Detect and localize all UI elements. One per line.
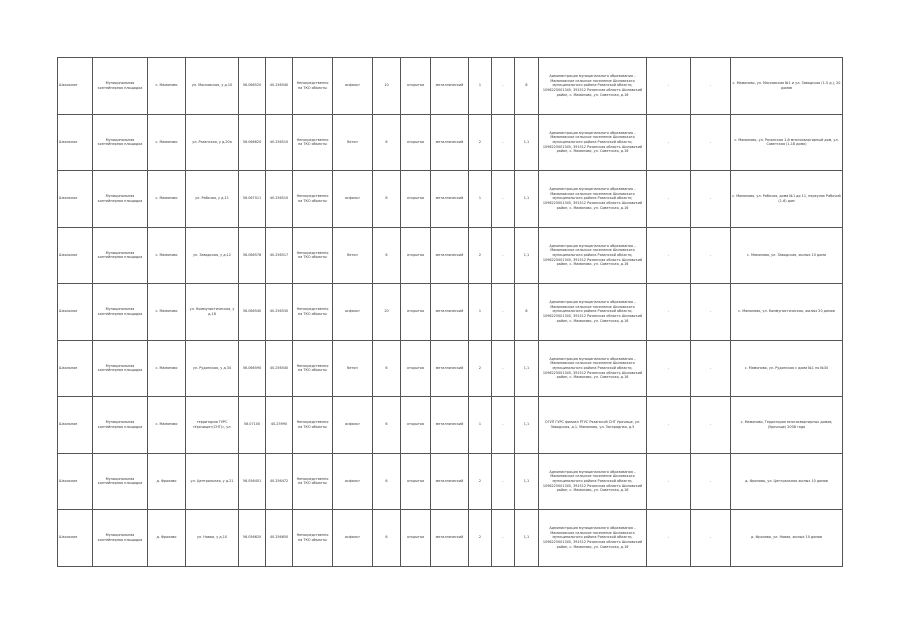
cell-served-objects: д. Фролово, ул. Новая, жилых 10 домов [731, 510, 843, 567]
cell-container-material: металлический [431, 510, 469, 567]
cell-district: Школьное [58, 227, 93, 284]
cell-address: ул. Рудинская, у д.34 [186, 340, 239, 397]
cell-site-type: Муниципальная контейнерная площадка [93, 510, 148, 567]
cell-planned-volume: - [691, 58, 731, 115]
cell-container-material: металлический [431, 58, 469, 115]
cell-served-objects: с. Мамоново, ул. Рудинская с дома №1 по №30 [731, 340, 843, 397]
cell-site-kind: открытая [401, 227, 431, 284]
cell-container-volume: 1,1 [515, 340, 539, 397]
registry-body [58, 58, 843, 567]
cell-container-material: металлический [431, 284, 469, 341]
cell-district: Школьное [58, 340, 93, 397]
cell-container-volume: 8 [515, 58, 539, 115]
cell-owner-extra: - [647, 340, 691, 397]
cell-area: 6 [373, 114, 401, 171]
cell-planned-count: - [492, 397, 515, 454]
cell-planned-count: - [492, 510, 515, 567]
cell-latitude: 56.066590 [239, 340, 266, 397]
cell-planned-count: - [492, 58, 515, 115]
cell-settlement: с. Мамоново [148, 58, 186, 115]
cell-surface: бетон [333, 114, 373, 171]
cell-latitude: 56.056451 [239, 453, 266, 510]
cell-planned-volume: - [691, 284, 731, 341]
cell-planned-count: - [492, 284, 515, 341]
cell-district: Школьное [58, 397, 93, 454]
cell-settlement: д. Фролово [148, 453, 186, 510]
cell-longitude: 40.256472 [266, 453, 293, 510]
cell-settlement: с. Мамоново [148, 284, 186, 341]
cell-latitude: 56.066578 [239, 227, 266, 284]
cell-site-kind: открытая [401, 284, 431, 341]
table-row [58, 284, 843, 341]
cell-planned-volume: - [691, 227, 731, 284]
cell-planned-count: - [492, 340, 515, 397]
cell-site-type: Муниципальная контейнерная площадка [93, 114, 148, 171]
cell-settlement: с. Мамоново [148, 114, 186, 171]
cell-planned-volume: - [691, 397, 731, 454]
cell-latitude: 56.066520 [239, 58, 266, 115]
cell-area: 6 [373, 227, 401, 284]
cell-container-volume: 8 [515, 284, 539, 341]
cell-container-volume: 1,1 [515, 114, 539, 171]
cell-settlement: с. Мамоново [148, 171, 186, 228]
cell-waste-type: Непосредственно на ТКО объекты [293, 510, 333, 567]
cell-owner: Администрация муниципального образования – Мамоновское сельское поселение Шиловского муниципального района Рязанской области, 1096225001345, 391512 Рязанская область Шиловский район, с. Мамоново, ул. Советская, д.16 [539, 114, 647, 171]
cell-site-type: Муниципальная контейнерная площадка [93, 284, 148, 341]
cell-planned-volume: - [691, 340, 731, 397]
cell-served-objects: с. Мамоново, ул. Московская №1 и ул. Заводская (1-5 д.), 20 домов [731, 58, 843, 115]
cell-surface: асфальт [333, 397, 373, 454]
cell-container-count: 2 [469, 340, 492, 397]
cell-owner-extra: - [647, 510, 691, 567]
cell-district: Школьное [58, 114, 93, 171]
cell-longitude: 40.256540 [266, 340, 293, 397]
cell-surface: бетон [333, 340, 373, 397]
cell-surface: асфальт [333, 510, 373, 567]
cell-waste-type: Непосредственно на ТКО объекты [293, 453, 333, 510]
cell-area: 6 [373, 340, 401, 397]
cell-address: территория ГУРС «Урочище»(СНТ)», ул. [186, 397, 239, 454]
cell-longitude: 40.256650 [266, 510, 293, 567]
cell-served-objects: с. Мамоново, ул. Рязанская 1-й многоквартирный дом, ул. Советская (1-18 дома) [731, 114, 843, 171]
container-sites-registry-table [57, 57, 843, 567]
cell-area: 20 [373, 284, 401, 341]
cell-planned-count: - [492, 227, 515, 284]
cell-site-type: Муниципальная контейнерная площадка [93, 171, 148, 228]
cell-planned-volume: - [691, 510, 731, 567]
cell-area: 6 [373, 397, 401, 454]
table-row [58, 340, 843, 397]
cell-served-objects: с. Мамоново, ул. Заводская, жилых 10 дома [731, 227, 843, 284]
cell-container-material: металлический [431, 340, 469, 397]
cell-waste-type: Непосредственно на ТКО объекты [293, 58, 333, 115]
cell-container-volume: 1,1 [515, 397, 539, 454]
cell-site-type: Муниципальная контейнерная площадка [93, 453, 148, 510]
cell-planned-volume: - [691, 453, 731, 510]
cell-district: Школьное [58, 58, 93, 115]
cell-site-kind: открытая [401, 58, 431, 115]
cell-container-count: 1 [469, 397, 492, 454]
cell-site-type: Муниципальная контейнерная площадка [93, 227, 148, 284]
cell-site-type: Муниципальная контейнерная площадка [93, 340, 148, 397]
cell-served-objects: д. Фролово, ул. Центральная жилых 10 домов [731, 453, 843, 510]
table-row [58, 58, 843, 115]
cell-site-kind: открытая [401, 453, 431, 510]
cell-address: ул. Коммунистическая, у д.18 [186, 284, 239, 341]
cell-owner-extra: - [647, 397, 691, 454]
cell-container-material: металлический [431, 227, 469, 284]
cell-container-count: 2 [469, 114, 492, 171]
cell-longitude: 40.256540 [266, 58, 293, 115]
cell-owner: Администрация муниципального образования – Мамоновское сельское поселение Шиловского муниципального района Рязанской области, 1096225001345, 391512 Рязанская область Шиловский район, с. Мамоново, ул. Советская, д.16 [539, 171, 647, 228]
cell-site-type: Муниципальная контейнерная площадка [93, 58, 148, 115]
cell-settlement: д. Фролово [148, 510, 186, 567]
cell-site-kind: открытая [401, 171, 431, 228]
cell-area: 6 [373, 510, 401, 567]
cell-latitude: 56.066620 [239, 114, 266, 171]
cell-container-material: металлический [431, 114, 469, 171]
cell-container-material: металлический [431, 397, 469, 454]
cell-owner: Администрация муниципального образования – Мамоновское сельское поселение Шиловского муниципального района Рязанской области, 1096225001345, 391512 Рязанская область Шиловский район, с. Мамоново, ул. Советская, д.16 [539, 453, 647, 510]
cell-planned-count: - [492, 114, 515, 171]
table-row [58, 510, 843, 567]
cell-site-kind: открытая [401, 510, 431, 567]
cell-owner: Администрация муниципального образования – Мамоновское сельское поселение Шиловского муниципального района Рязанской области, 1096225001345, 391512 Рязанская область Шиловский район, с. Мамоново, ул. Советская, д.16 [539, 284, 647, 341]
cell-surface: бетон [333, 227, 373, 284]
cell-area: 10 [373, 58, 401, 115]
cell-owner: Администрация муниципального образования – Мамоновское сельское поселение Шиловского муниципального района Рязанской области, 1096225001345, 391512 Рязанская область Шиловский район, с. Мамоново, ул. Советская, д.16 [539, 340, 647, 397]
cell-served-objects: с. Мамоново, Территория многоквартирных домов, (Урочище) 2008 года [731, 397, 843, 454]
cell-address: ул. Центральная, у д.21 [186, 453, 239, 510]
cell-latitude: 56.067011 [239, 171, 266, 228]
cell-owner-extra: - [647, 227, 691, 284]
cell-container-count: 1 [469, 58, 492, 115]
cell-waste-type: Непосредственно на ТКО объекты [293, 114, 333, 171]
cell-district: Школьное [58, 453, 93, 510]
cell-container-volume: 1,1 [515, 453, 539, 510]
cell-waste-type: Непосредственно на ТКО объекты [293, 227, 333, 284]
cell-served-objects: с. Мамоново, ул. Рабочая, дома №1 до 11, переулок Рабочий (1-6) дом [731, 171, 843, 228]
cell-settlement: с. Мамоново [148, 340, 186, 397]
cell-owner: ОГУП ГУРС филиал РГУС Рязанской СНТ Урочище, ул. Заводская, д.1, Мамоново, ул. Загородная, д.5 [539, 397, 647, 454]
cell-surface: асфальт [333, 284, 373, 341]
cell-area: 6 [373, 453, 401, 510]
cell-container-volume: 1,1 [515, 227, 539, 284]
cell-owner-extra: - [647, 453, 691, 510]
cell-container-material: металлический [431, 171, 469, 228]
cell-surface: асфальт [333, 453, 373, 510]
cell-site-kind: открытая [401, 114, 431, 171]
cell-container-count: 2 [469, 227, 492, 284]
cell-container-count: 2 [469, 453, 492, 510]
cell-container-material: металлический [431, 453, 469, 510]
cell-container-count: 1 [469, 284, 492, 341]
cell-surface: асфальт [333, 58, 373, 115]
cell-settlement: с. Мамоново [148, 227, 186, 284]
cell-address: ул. Рязанская, у д.20а [186, 114, 239, 171]
cell-owner: Администрация муниципального образования – Мамоновское сельское поселение Шиловского муниципального района Рязанской области, 1096225001345, 391512 Рязанская область Шиловский район, с. Мамоново, ул. Советская, д.16 [539, 58, 647, 115]
cell-waste-type: Непосредственно на ТКО объекты [293, 340, 333, 397]
cell-longitude: 40.256510 [266, 114, 293, 171]
cell-address: ул. Рабочая, у д.11 [186, 171, 239, 228]
cell-container-volume: 1,1 [515, 171, 539, 228]
cell-planned-volume: - [691, 114, 731, 171]
cell-waste-type: Непосредственно на ТКО объекты [293, 171, 333, 228]
table-row [58, 227, 843, 284]
cell-surface: асфальт [333, 171, 373, 228]
cell-waste-type: Непосредственно на ТКО объекты [293, 397, 333, 454]
cell-site-kind: открытая [401, 340, 431, 397]
cell-owner-extra: - [647, 58, 691, 115]
cell-longitude: 40.256510 [266, 171, 293, 228]
table-row [58, 171, 843, 228]
cell-district: Школьное [58, 171, 93, 228]
cell-address: ул. Московская, у д.10 [186, 58, 239, 115]
cell-owner-extra: - [647, 114, 691, 171]
cell-district: Школьное [58, 510, 93, 567]
table-row [58, 453, 843, 510]
cell-owner-extra: - [647, 171, 691, 228]
cell-latitude: 56.07100 [239, 397, 266, 454]
cell-owner-extra: - [647, 284, 691, 341]
cell-container-count: 2 [469, 510, 492, 567]
table-row [58, 397, 843, 454]
cell-owner: Администрация муниципального образования – Мамоновское сельское поселение Шиловского муниципального района Рязанской области, 1096225001345, 391512 Рязанская область Шиловский район, с. Мамоново, ул. Советская, д.16 [539, 510, 647, 567]
cell-owner: Администрация муниципального образования – Мамоновское сельское поселение Шиловского муниципального района Рязанской области, 1096225001345, 391512 Рязанская область Шиловский район, с. Мамоново, ул. Советская, д.16 [539, 227, 647, 284]
cell-address: ул. Новая, у д.10 [186, 510, 239, 567]
cell-latitude: 56.056620 [239, 510, 266, 567]
cell-settlement: с. Мамоново [148, 397, 186, 454]
cell-district: Школьное [58, 284, 93, 341]
cell-area: 8 [373, 171, 401, 228]
cell-address: ул. Заводская, у д.12 [186, 227, 239, 284]
cell-latitude: 56.066540 [239, 284, 266, 341]
cell-waste-type: Непосредственно на ТКО объекты [293, 284, 333, 341]
cell-site-type: Муниципальная контейнерная площадка [93, 397, 148, 454]
table-row [58, 114, 843, 171]
cell-planned-count: - [492, 453, 515, 510]
cell-longitude: 40.256517 [266, 227, 293, 284]
cell-planned-volume: - [691, 171, 731, 228]
cell-site-kind: открытая [401, 397, 431, 454]
cell-container-count: 1 [469, 171, 492, 228]
cell-longitude: 40.256530 [266, 284, 293, 341]
cell-container-volume: 1,1 [515, 510, 539, 567]
cell-longitude: 40.25990 [266, 397, 293, 454]
cell-planned-count: - [492, 171, 515, 228]
cell-served-objects: с. Мамоново, ул. Коммунистическая, жилых 20 домов [731, 284, 843, 341]
